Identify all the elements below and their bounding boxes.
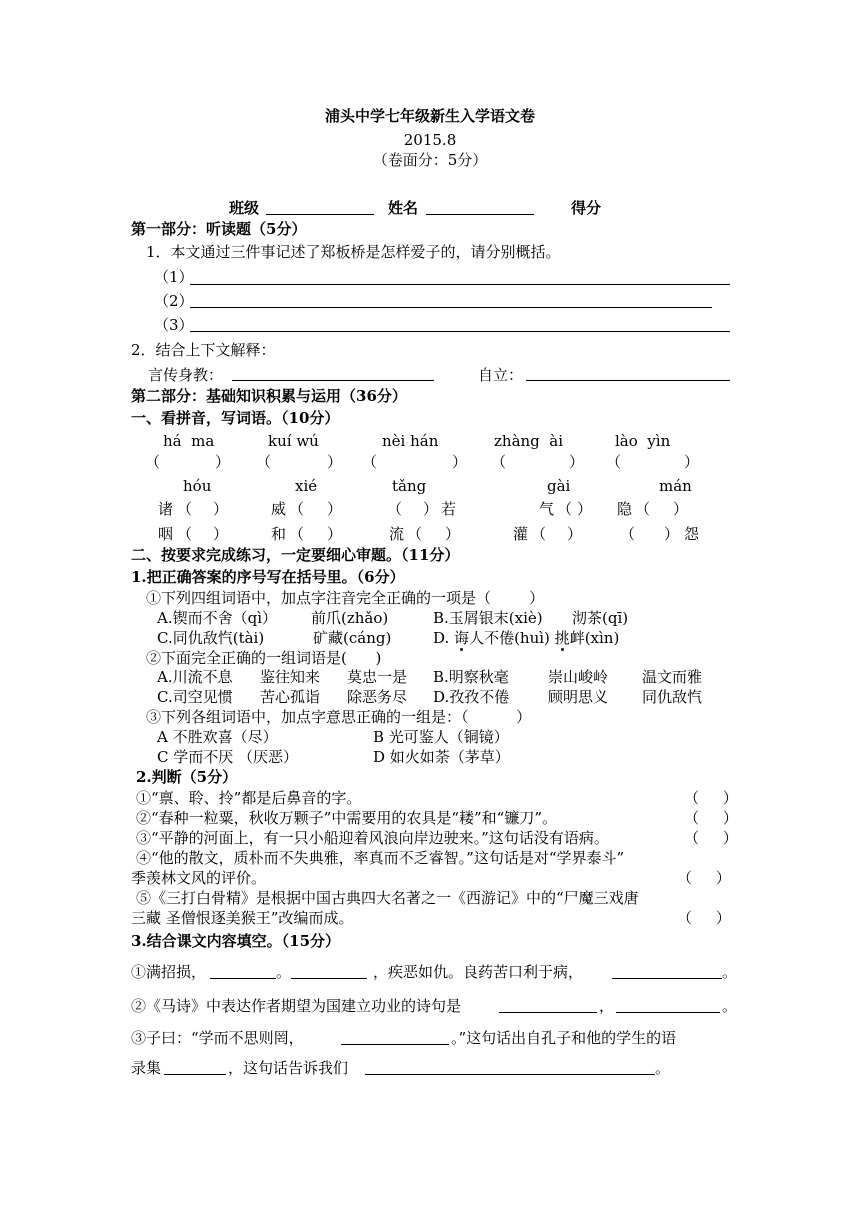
q2-item-5a: ⑤《三打白骨精》是根据中国古典四大名著之一《西游记》中的“尸魔三戏唐	[136, 889, 639, 907]
q1a-option-c2: 矿藏(cáng)	[313, 629, 392, 647]
bracket-close: ）	[684, 453, 700, 471]
p1-q2: 2．结合上下文解释：	[131, 341, 276, 359]
class-field[interactable]	[266, 214, 374, 215]
q3-heading: 3.结合课文内容填空。（15分）	[131, 932, 341, 950]
p1-q1-item-2: （2）	[154, 292, 194, 310]
p1-q2-term-b: 自立：	[478, 366, 524, 384]
exam-title: 浦头中学七年级新生入学语文卷	[324, 107, 535, 125]
q1b-word: A.川流不息	[157, 668, 233, 686]
q1a-option-a1: A.锲而不舍（qì）	[157, 609, 278, 627]
answer-line-b[interactable]	[526, 380, 730, 381]
q3-line4-c: 。	[655, 1059, 671, 1077]
q3-line4-a: 录集	[131, 1059, 162, 1077]
bracket-open: （	[177, 500, 193, 518]
q2-item-4b: 季羡林文风的评价。	[131, 869, 267, 887]
pinyin-1: há ma	[163, 432, 215, 450]
bracket-close: ）	[664, 525, 680, 543]
q1b-word: 苦心孤诣	[260, 688, 321, 706]
fill-blank[interactable]	[341, 1044, 449, 1045]
bracket-close: ）	[327, 500, 343, 518]
q1a-stem: ①下列四组词语中，加点字注音完全正确的一项是（ ）	[146, 589, 545, 607]
bracket-open: （	[256, 453, 272, 471]
dotted-char: 挑	[554, 629, 570, 647]
q3-line1-c: ，疾恶如仇。良药苦口利于病，	[373, 963, 584, 981]
q2-answer-2[interactable]: （ ）	[684, 809, 738, 827]
pinyin-3: nèi hán	[382, 432, 439, 450]
bracket-open: （	[407, 525, 423, 543]
bracket-close: ）	[327, 453, 343, 471]
q1b-word: C.司空见惯	[157, 688, 233, 706]
q2-item-5b: 三藏 圣僧恨逐美猴王”改编而成。	[131, 909, 354, 927]
word-char: 隐	[617, 500, 633, 518]
p1-q1: 1．本文通过三件事记述了郑板桥是怎样爱子的，请分别概括。	[146, 243, 561, 261]
name-field[interactable]	[426, 214, 534, 215]
q1a-option-b1: B.玉屑银末(xiè)	[433, 609, 543, 627]
q3-line3-a: ③子曰：“学而不思则罔，	[131, 1029, 304, 1047]
q3-line1-a: ①满招损，	[131, 963, 207, 981]
pinyin2-1: hóu	[183, 477, 212, 495]
fill-blank[interactable]	[291, 978, 367, 979]
bracket-close: ）	[215, 453, 231, 471]
fill-blank[interactable]	[365, 1074, 655, 1075]
q1b-word: 除恶务尽	[347, 688, 408, 706]
q1b-word: 鉴往知来	[260, 668, 321, 686]
option-text: 人不倦(huì)	[469, 629, 550, 647]
q1c-option-c: C 学而不厌 （厌恶）	[157, 748, 299, 766]
q2-answer-1[interactable]: （ ）	[684, 789, 738, 807]
q2-item-1: ①“禀、聆、拎”都是后鼻音的字。	[136, 789, 362, 807]
q1c-option-d: D 如火如荼（茅草）	[373, 748, 510, 766]
fill-blank[interactable]	[164, 1074, 226, 1075]
bracket-close: ）	[569, 453, 585, 471]
fill-blank[interactable]	[612, 978, 722, 979]
class-label: 班级	[229, 199, 260, 217]
answer-line-3[interactable]	[190, 331, 730, 332]
q3-line2-a: ②《马诗》中表达作者期望为国建立功业的诗句是	[131, 997, 462, 1015]
word-char: 威	[271, 500, 287, 518]
bracket-open: （	[606, 453, 622, 471]
q3-line2-b: ，	[599, 997, 615, 1015]
fill-blank[interactable]	[210, 978, 276, 979]
q1a-option-d	[433, 628, 619, 648]
q1b-word: 同仇敌忾	[642, 688, 703, 706]
bracket-close: ）	[213, 525, 229, 543]
bracket-open: （	[177, 525, 193, 543]
option-text: 衅(xìn)	[569, 629, 620, 647]
p1-q1-item-3: （3）	[154, 316, 194, 334]
score-label: 得分	[571, 199, 602, 217]
q1a-option-c1: C.同仇敌忾(tài)	[157, 629, 265, 647]
q1-heading: 1.把正确答案的序号写在括号里。（6分）	[131, 568, 405, 586]
option-letter: D.	[433, 629, 450, 647]
name-label: 姓名	[388, 199, 419, 217]
q2-answer-3[interactable]: （ ）	[684, 829, 738, 847]
word-char: 咽	[158, 525, 174, 543]
word-char: 气	[539, 500, 555, 518]
bracket-close: ）	[452, 453, 468, 471]
pinyin2-4: gài	[547, 477, 571, 495]
fill-blank[interactable]	[499, 1012, 597, 1013]
pinyin-5: lào yìn	[615, 432, 671, 450]
q2-answer-5[interactable]: （ ）	[677, 909, 731, 927]
q1b-word: D.孜孜不倦	[433, 688, 510, 706]
q1c-option-b: B 光可鉴人（铜镜）	[373, 728, 509, 746]
q2-answer-4[interactable]: （ ）	[677, 869, 731, 887]
pinyin2-3: tǎng	[392, 477, 427, 495]
fill-blank[interactable]	[616, 1012, 720, 1013]
p1-q2-term-a: 言传身教：	[148, 366, 224, 384]
q1b-word: B.明察秋毫	[433, 668, 509, 686]
answer-line-1[interactable]	[190, 284, 730, 285]
word-char: 若	[441, 500, 457, 518]
sec1-heading: 一、看拼音，写词语。（10分）	[131, 409, 340, 427]
q3-line1-d: 。	[722, 963, 738, 981]
bracket-open: （	[557, 500, 573, 518]
p1-q1-item-1: （1）	[154, 268, 194, 286]
q2-item-2: ②“春种一粒粟，秋收万颗子”中需要用的农具是“耧”和“镰刀”。	[136, 809, 558, 827]
q1c-option-a: A 不胜欢喜（尽）	[157, 728, 278, 746]
q3-line2-c: 。	[722, 997, 738, 1015]
q2-item-3: ③“平静的河面上，有一只小船迎着风浪向岸边驶来。”这句话没有语病。	[136, 829, 609, 847]
bracket-close: ）	[673, 500, 689, 518]
word-char: 灌	[513, 525, 529, 543]
q1b-word: 崇山峻岭	[548, 668, 609, 686]
pinyin2-5: mán	[659, 477, 692, 495]
bracket-open: （	[289, 500, 305, 518]
q2-heading: 2.判断（5分）	[136, 768, 238, 786]
part2-heading: 第二部分：基础知识积累与运用（36分）	[131, 387, 407, 405]
dotted-char: 诲	[454, 629, 470, 647]
word-char: 流	[389, 525, 405, 543]
pinyin-2: kuí wú	[268, 432, 319, 450]
bracket-open: （	[145, 453, 161, 471]
word-char: 和	[271, 525, 287, 543]
q1a-option-b2: 沏茶(qī)	[572, 609, 629, 627]
q1b-word: 莫忠一是	[347, 668, 408, 686]
bracket-open: （	[289, 525, 305, 543]
word-char: 怨	[684, 525, 700, 543]
word-char: 诸	[158, 500, 174, 518]
q3-line3-b: 。”这句话出自孔子和他的学生的语	[451, 1029, 677, 1047]
answer-line-2[interactable]	[190, 307, 712, 308]
exam-date: 2015.8	[403, 131, 457, 149]
bracket-open: （	[635, 500, 651, 518]
bracket-open: （	[491, 453, 507, 471]
bracket-close: ）	[327, 525, 343, 543]
bracket-close: ）	[577, 500, 593, 518]
q2-item-4a: ④“他的散文，质朴而不失典雅，率真而不乏睿智。”这句话是对“学界泰斗”	[136, 849, 625, 867]
bracket-close: ）	[213, 500, 229, 518]
bracket-open: （	[387, 500, 403, 518]
bracket-close: ）	[567, 525, 583, 543]
bracket-close: ）	[445, 525, 461, 543]
bracket-open: （	[620, 525, 636, 543]
part1-heading: 第一部分：听读题（5分）	[131, 220, 307, 238]
sec2-heading: 二、按要求完成练习，一定要细心审题。（11分）	[131, 546, 460, 564]
q1b-word: 温文而雅	[642, 668, 703, 686]
q1b-word: 顾明思义	[548, 688, 609, 706]
pinyin-4: zhàng ài	[494, 432, 564, 450]
q3-line4-b: ，这句话告诉我们	[228, 1059, 349, 1077]
pinyin2-2: xié	[295, 477, 318, 495]
answer-line-a[interactable]	[232, 380, 434, 381]
bracket-close: ）	[423, 500, 439, 518]
q3-line1-b: 。	[276, 963, 292, 981]
bracket-open: （	[531, 525, 547, 543]
bracket-open: （	[362, 453, 378, 471]
q1b-stem: ②下面完全正确的一组词语是( )	[146, 649, 382, 667]
score-note: （卷面分：5分）	[372, 151, 488, 169]
q1c-stem: ③下列各组词语中，加点字意思正确的一组是：（ ）	[146, 708, 532, 726]
q1a-option-a2: 前爪(zhǎo)	[311, 609, 389, 627]
